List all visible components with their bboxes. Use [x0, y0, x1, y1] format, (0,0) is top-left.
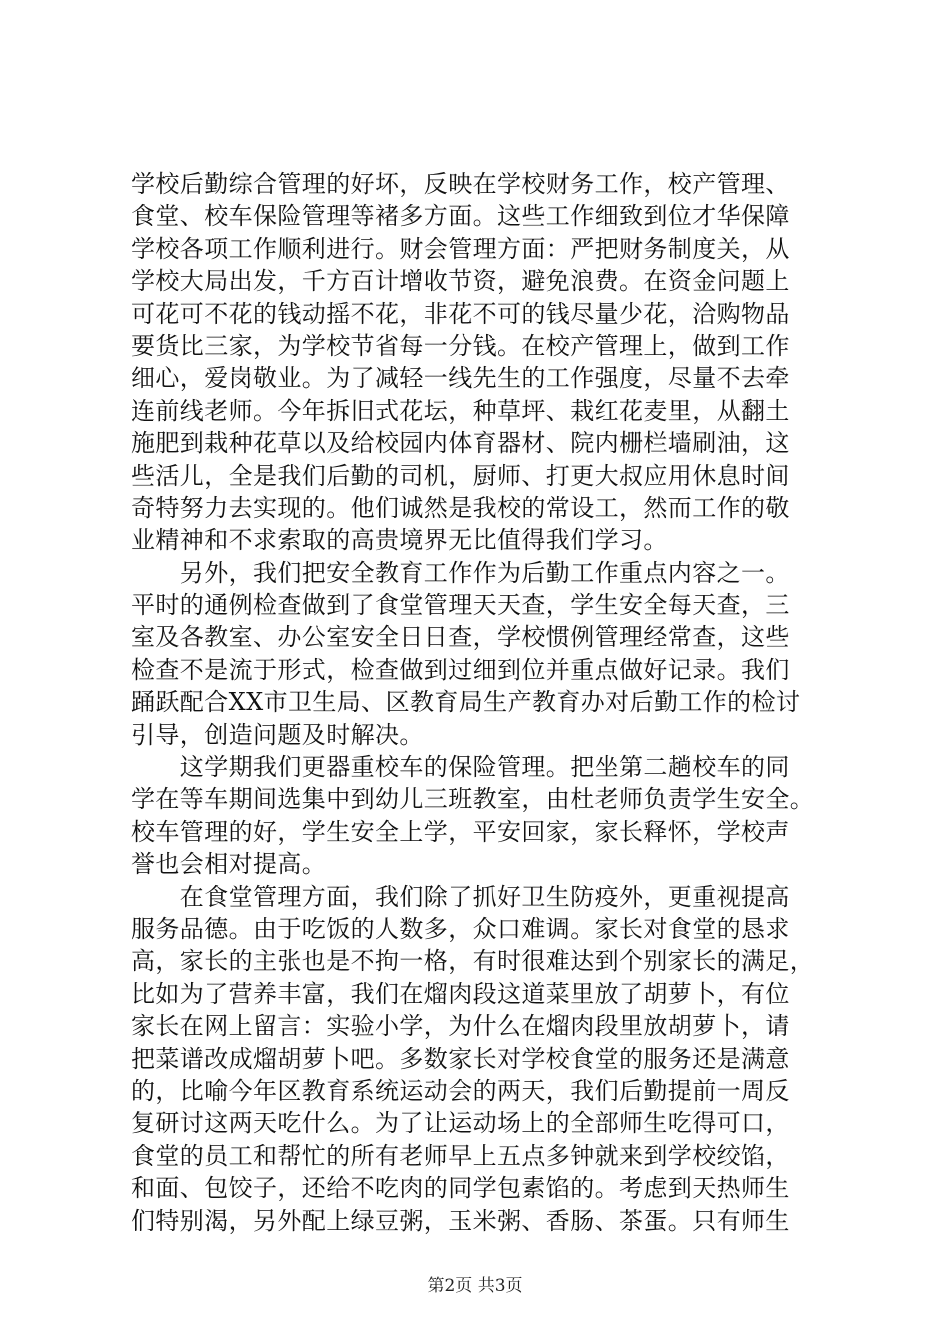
- text-line: 踊跃配合XX市卫生局、区教育局生产教育办对后勤工作的检讨: [131, 688, 801, 717]
- text-line: 们特别渴，另外配上绿豆粥，玉米粥、香肠、茶蛋。只有师生: [131, 1206, 790, 1235]
- text-line: 业精神和不求索取的高贵境界无比值得我们学习。: [131, 526, 668, 555]
- text-line: 服务品德。由于吃饭的人数多，众口难调。家长对食堂的恳求: [131, 914, 790, 943]
- text-line: 誉也会相对提高。: [131, 850, 327, 879]
- page-number-footer: 第2页 共3页: [427, 1276, 523, 1296]
- text-line: 食堂的员工和帮忙的所有老师早上五点多钟就来到学校绞馅，: [131, 1141, 790, 1170]
- text-line: 在食堂管理方面，我们除了抓好卫生防疫外，更重视提高: [131, 882, 790, 911]
- text-line: 家长在网上留言：实验小学，为什么在熘肉段里放胡萝卜，请: [131, 1012, 790, 1041]
- text-line: 室及各教室、办公室安全日日查，学校惯例管理经常查，这些: [131, 623, 790, 652]
- document-body: [131, 168, 831, 1237]
- text-line: 些活儿，全是我们后勤的司机，厨师、打更大叔应用休息时间: [131, 461, 790, 490]
- text-line: 学校后勤综合管理的好坏，反映在学校财务工作，校产管理、: [131, 170, 790, 198]
- text-line: 食堂、校车保险管理等褚多方面。这些工作细致到位才华保障: [131, 202, 790, 231]
- text-line: 可花可不花的钱动摇不花，非花不可的钱尽量少花，洽购物品: [131, 299, 790, 328]
- text-line: 校车管理的好，学生安全上学，平安回家，家长释怀，学校声: [131, 817, 790, 846]
- text-line: 奇特努力去实现的。他们诚然是我校的常设工，然而工作的敬: [131, 493, 790, 522]
- text-line: 另外，我们把安全教育工作作为后勤工作重点内容之一。: [131, 558, 790, 587]
- text-line: 把菜谱改成熘胡萝卜吧。多数家长对学校食堂的服务还是满意: [131, 1044, 790, 1073]
- text-line: 连前线老师。今年拆旧式花坛，种草坪、栽红花麦里，从翻土: [131, 396, 790, 425]
- text-line: 引导，创造问题及时解决。: [131, 720, 424, 749]
- text-line: 检查不是流于形式，检查做到过细到位并重点做好记录。我们: [131, 655, 790, 684]
- text-line: 细心，爱岗敬业。为了减轻一线先生的工作强度，尽量不去牵: [131, 364, 790, 393]
- text-line: 高，家长的主张也是不拘一格，有时很难达到个别家长的满足，: [131, 947, 815, 976]
- text-line: 的，比喻今年区教育系统运动会的两天，我们后勤提前一周反: [131, 1076, 790, 1105]
- text-line: 比如为了营养丰富，我们在熘肉段这道菜里放了胡萝卜，有位: [131, 979, 790, 1008]
- text-line: 这学期我们更器重校车的保险管理。把坐第二趟校车的同: [131, 753, 790, 782]
- text-line: 学校大局出发，千方百计增收节资，避免浪费。在资金问题上: [131, 267, 790, 296]
- text-line: 学校各项工作顺利进行。财会管理方面：严把财务制度关，从: [131, 234, 790, 263]
- text-line: 要货比三家，为学校节省每一分钱。在校产管理上，做到工作: [131, 331, 790, 360]
- text-line: 学在等车期间选集中到幼儿三班教室，由杜老师负责学生安全。: [131, 785, 815, 814]
- text-line: 复研讨这两天吃什么。为了让运动场上的全部师生吃得可口，: [131, 1109, 790, 1138]
- text-line: 和面、包饺子，还给不吃肉的同学包素馅的。考虑到天热师生: [131, 1174, 790, 1203]
- text-line: 施肥到栽种花草以及给校园内体育器材、院内栅栏墙刷油，这: [131, 429, 790, 458]
- text-line: 平时的通例检查做到了食堂管理天天查，学生安全每天查，三: [131, 591, 790, 620]
